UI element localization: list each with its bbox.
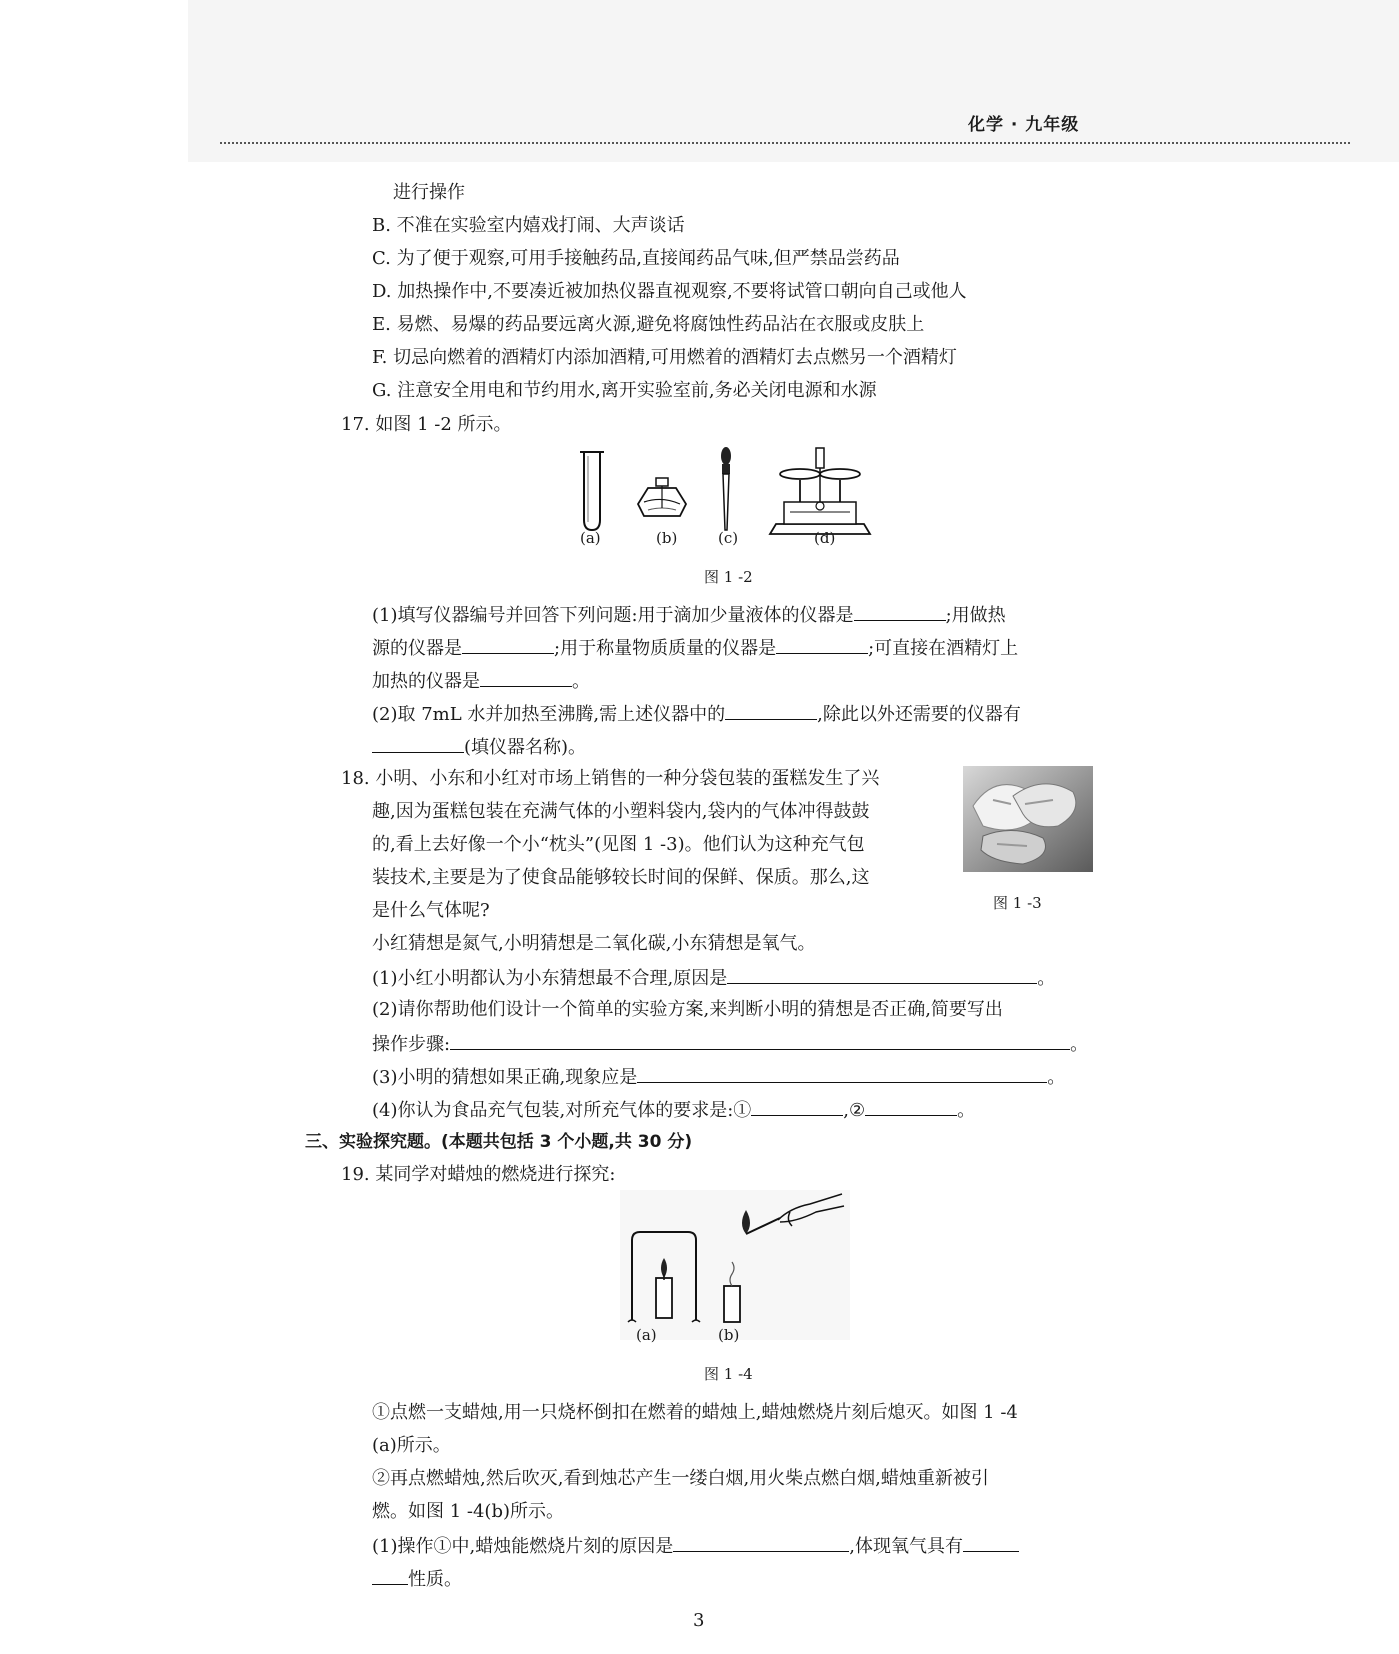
answer-blank[interactable] bbox=[963, 1533, 1019, 1552]
q16-option-e: E. 易燃、易爆的药品要远离火源,避免将腐蚀性药品沾在衣服或皮肤上 bbox=[372, 314, 925, 335]
q19-op1-line2: (a)所示。 bbox=[372, 1435, 451, 1456]
figure-1-3-photo bbox=[963, 766, 1093, 872]
q18-sub3: (3)小明的猜想如果正确,现象应是 。 bbox=[372, 1064, 1065, 1090]
fig-1-4-label-a: (a) bbox=[636, 1326, 657, 1344]
figure-1-4 bbox=[620, 1190, 850, 1340]
answer-blank[interactable] bbox=[372, 1566, 408, 1585]
q18-line3: 的,看上去好像一个小“枕头”(见图 1 -3)。他们认为这种充气包 bbox=[372, 834, 865, 855]
q16-option-f: F. 切忌向燃着的酒精灯内添加酒精,可用燃着的酒精灯去点燃另一个酒精灯 bbox=[372, 347, 957, 368]
dropper-icon bbox=[721, 447, 731, 530]
q19-sub1-line2: 性质。 bbox=[372, 1566, 462, 1592]
q18-guesses: 小红猜想是氮气,小明猜想是二氧化碳,小东猜想是氧气。 bbox=[372, 933, 816, 954]
q17-part1-line1: (1)填写仪器编号并回答下列问题:用于滴加少量液体的仪器是 ;用做热 bbox=[372, 602, 1006, 628]
fig-1-3-caption: 图 1 -3 bbox=[993, 894, 1042, 912]
q17-part2-line1: (2)取 7mL 水并加热至沸腾,需上述仪器中的 ,除此以外还需要的仪器有 bbox=[372, 701, 1021, 727]
answer-blank[interactable] bbox=[673, 1533, 849, 1552]
q18-line4: 装技术,主要是为了使食品能够较长时间的保鲜、保质。那么,这 bbox=[372, 867, 870, 888]
answer-blank[interactable] bbox=[727, 965, 1037, 984]
figure-1-2 bbox=[570, 442, 890, 542]
fig-1-2-label-d: (d) bbox=[814, 529, 836, 547]
fig-1-2-label-c: (c) bbox=[718, 529, 739, 547]
q16-option-g: G. 注意安全用电和节约用水,离开实验室前,务必关闭电源和水源 bbox=[372, 380, 877, 401]
q19-sub1-line1: (1)操作①中,蜡烛能燃烧片刻的原因是 ,体现氧气具有 bbox=[372, 1533, 1019, 1559]
fig-1-2-caption: 图 1 -2 bbox=[704, 568, 753, 586]
q19-op2-line2: 燃。如图 1 -4(b)所示。 bbox=[372, 1501, 564, 1522]
answer-blank[interactable] bbox=[450, 1031, 1070, 1050]
answer-blank[interactable] bbox=[480, 668, 572, 687]
fig-1-2-label-a: (a) bbox=[580, 529, 601, 547]
answer-blank[interactable] bbox=[637, 1064, 1047, 1083]
header-band bbox=[188, 0, 1399, 162]
q18-line2: 趣,因为蛋糕包装在充满气体的小塑料袋内,袋内的气体冲得鼓鼓 bbox=[372, 801, 870, 822]
answer-blank[interactable] bbox=[776, 635, 868, 654]
fig-1-2-label-b: (b) bbox=[656, 529, 678, 547]
q17-part2-line2: (填仪器名称)。 bbox=[372, 734, 586, 760]
page-number: 3 bbox=[693, 1610, 705, 1631]
q17-stem: 17. 如图 1 -2 所示。 bbox=[341, 414, 512, 435]
answer-blank[interactable] bbox=[462, 635, 554, 654]
q18-sub2-line2: 操作步骤: 。 bbox=[372, 1031, 1088, 1057]
q18-line1: 18. 小明、小东和小红对市场上销售的一种分袋包装的蛋糕发生了兴 bbox=[341, 768, 880, 789]
q18-sub2-line1: (2)请你帮助他们设计一个简单的实验方案,来判断小明的猜想是否正确,简要写出 bbox=[372, 999, 1003, 1020]
balance-icon bbox=[770, 448, 870, 534]
q16-option-d: D. 加热操作中,不要凑近被加热仪器直视观察,不要将试管口朝向自己或他人 bbox=[372, 281, 967, 302]
answer-blank[interactable] bbox=[865, 1097, 957, 1116]
q16-continuation: 进行操作 bbox=[393, 182, 465, 203]
test-tube-icon bbox=[580, 452, 604, 530]
answer-blank[interactable] bbox=[372, 734, 464, 753]
q19-stem: 19. 某同学对蜡烛的燃烧进行探究: bbox=[341, 1164, 616, 1185]
fig-1-4-label-b: (b) bbox=[718, 1326, 740, 1344]
q18-line5: 是什么气体呢? bbox=[372, 900, 490, 921]
q16-option-b: B. 不准在实验室内嬉戏打闹、大声谈话 bbox=[372, 215, 685, 236]
header-divider bbox=[220, 142, 1350, 144]
q16-option-c: C. 为了便于观察,可用手接触药品,直接闻药品气味,但严禁品尝药品 bbox=[372, 248, 900, 269]
q17-part1-line3: 加热的仪器是 。 bbox=[372, 668, 590, 694]
alcohol-lamp-icon bbox=[638, 478, 686, 516]
q17-part1-line2: 源的仪器是 ;用于称量物质质量的仪器是 ;可直接在酒精灯上 bbox=[372, 635, 1018, 661]
answer-blank[interactable] bbox=[854, 602, 946, 621]
q19-op2-line1: ②再点燃蜡烛,然后吹灭,看到烛芯产生一缕白烟,用火柴点燃白烟,蜡烛重新被引 bbox=[372, 1468, 989, 1489]
answer-blank[interactable] bbox=[751, 1097, 843, 1116]
header-title: 化学 · 九年级 bbox=[968, 115, 1080, 135]
section-3-title: 三、实验探究题。(本题共包括 3 个小题,共 30 分) bbox=[305, 1132, 693, 1152]
q19-op1-line1: ①点燃一支蜡烛,用一只烧杯倒扣在燃着的蜡烛上,蜡烛燃烧片刻后熄灭。如图 1 -4 bbox=[372, 1402, 1018, 1423]
q18-sub4: (4)你认为食品充气包装,对所充气体的要求是:① ,② 。 bbox=[372, 1097, 975, 1123]
q18-sub1: (1)小红小明都认为小东猜想最不合理,原因是 。 bbox=[372, 965, 1055, 991]
answer-blank[interactable] bbox=[725, 701, 817, 720]
fig-1-4-caption: 图 1 -4 bbox=[704, 1365, 753, 1383]
